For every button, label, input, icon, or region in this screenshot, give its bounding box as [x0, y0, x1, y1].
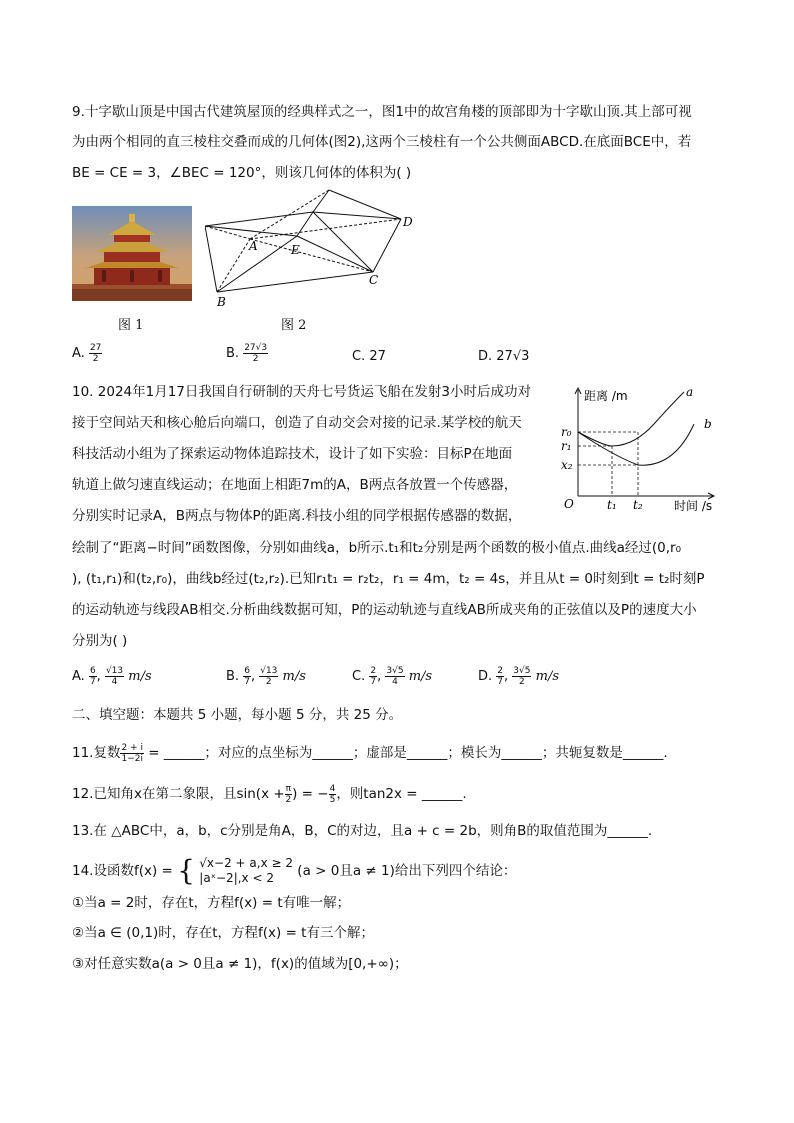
q10-option-b-frac1 — [243, 666, 251, 687]
q14-case-2: |aˣ−2|,x < 2 — [199, 871, 274, 885]
q10-option-d-f2d: 2 — [519, 677, 525, 687]
q9-option-a-label: A. — [72, 346, 85, 361]
label-A: A — [249, 239, 258, 253]
edge-peak-D — [329, 190, 401, 219]
label-C: C — [369, 273, 379, 287]
q11-rest: = ______；对应的点坐标为______；虚部是______；模长为______；共轭复数是______. — [148, 745, 668, 761]
q10-option-c-f2n: 3√5 — [386, 666, 404, 676]
figure-2-diagram — [205, 186, 420, 311]
q10-option-c-label: C. — [352, 669, 366, 684]
figure-1-caption: 图 1 — [118, 318, 144, 333]
graph-tick-x2: x₂ — [561, 458, 573, 472]
q9-option-b — [226, 343, 268, 364]
q10-option-d-f1n: 2 — [497, 666, 504, 676]
hidden-edge-BA — [217, 239, 250, 292]
q14-conclusion-3: ③对任意实数a(a > 0且a ≠ 1)，f(x)的值域为[0,+∞)； — [72, 956, 408, 972]
q10-option-d-frac1 — [496, 666, 504, 687]
q12-line — [72, 783, 467, 805]
q9-option-c: C. 27 — [352, 349, 386, 364]
q9-option-a-num: 27 — [89, 343, 102, 353]
edge-E-top — [297, 212, 313, 236]
hidden-edge-A-peak — [250, 190, 329, 239]
edge-left-top — [205, 212, 313, 226]
q10-line-2: 接于空间站天和核心舱后向端口，创造了自动交会对接的记录.某学校的航天 — [72, 415, 522, 431]
edge-left-E — [205, 226, 297, 236]
q10-option-d-f1d: 7 — [497, 677, 504, 687]
q10-option-b: B. $\frac{6}{7}$ , $\frac{√13}{2}$ m/s — [226, 666, 306, 687]
hidden-edge-AD — [250, 219, 401, 239]
q10-option-d-unit: m/s — [535, 669, 560, 684]
q11-fraction — [120, 743, 144, 764]
q10-option-d-frac2 — [512, 666, 531, 687]
q10-option-b-unit: m/s — [282, 669, 306, 684]
q9-option-a-den: 2 — [92, 354, 99, 364]
q10-option-b-f1d: 7 — [244, 677, 250, 687]
graph-curve-b-label: b — [704, 417, 712, 431]
q9-option-a-fraction — [89, 343, 102, 364]
q12-v-den: 5 — [329, 794, 336, 805]
q10-option-a-frac1 — [89, 666, 97, 687]
q12-pi-num: π — [285, 783, 292, 794]
figure-2-caption: 图 2 — [281, 318, 307, 333]
q9-option-b-fraction — [243, 343, 268, 364]
edge-BC — [217, 272, 373, 292]
q10-option-d-f2n: 3√5 — [513, 666, 531, 676]
graph-tick-r0: r₀ — [561, 425, 572, 439]
label-E: E — [291, 243, 300, 257]
q9-option-b-num: 27√3 — [244, 343, 268, 353]
q10-option-a-label: A. — [72, 669, 85, 684]
graph-tick-t1: t₁ — [607, 498, 617, 512]
q10-option-c-f1d: 7 — [370, 677, 377, 687]
q14-cases — [199, 856, 293, 886]
curve-b — [578, 424, 694, 465]
q12-prefix: 12.已知角x在第二象限，且sin(x + — [72, 786, 285, 802]
section-2-heading: 二、填空题：本题共 5 小题，每小题 5 分，共 25 分。 — [72, 707, 403, 723]
q10-option-b-f1n: 6 — [244, 666, 250, 676]
graph-ylabel: 距离 /m — [584, 389, 628, 403]
q10-option-a-unit: m/s — [128, 669, 152, 684]
q10-distance-time-graph — [554, 384, 722, 512]
q10-option-c-frac2 — [385, 666, 404, 687]
q12-pi-fraction — [285, 784, 292, 805]
q9-option-a — [72, 343, 102, 364]
graph-tick-r1: r₁ — [561, 439, 572, 453]
edge-top-peak — [313, 190, 329, 212]
edge-DC — [373, 219, 401, 272]
q12-pi-den: 2 — [285, 794, 292, 805]
q10-option-a-f1d: 7 — [89, 677, 96, 687]
q10-option-a-f2n: √13 — [105, 666, 124, 676]
q13-line: 13.在 △ABC中，a，b，c分别是角A，B，C的对边，且a + c = 2b，则角B的取值范围为______. — [72, 823, 653, 839]
q9-option-b-den: 2 — [252, 354, 259, 364]
edge-top-C — [313, 212, 373, 272]
q10-line-6: 绘制了“距离−时间”函数图像，分别如曲线a，b所示.t₁和t₂分别是两个函数的极小值点.曲线a经过(0,r₀ — [72, 540, 682, 556]
q10-option-c-f2d: 4 — [392, 677, 398, 687]
q10-option-b-f2n: √13 — [260, 666, 278, 676]
q9-line-2: 为由两个相同的直三棱柱交叠而成的几何体(图2),这两个三棱柱有一个公共侧面ABCD.在底面BCE中，若 — [72, 134, 692, 150]
graph-tick-t2: t₂ — [633, 498, 643, 512]
q10-option-b-frac2 — [259, 666, 278, 687]
figure-1-corner-tower-photo — [72, 206, 192, 301]
q10-option-a-frac2 — [105, 666, 124, 687]
q12-rest: ，则tan2x = ______. — [336, 786, 467, 802]
q10-line-1: 10. 2024年1月17日我国自行研制的天舟七号货运飞船在发射3小时后成功对 — [72, 384, 531, 400]
edge-B-left — [205, 226, 217, 292]
edge-EC — [297, 236, 373, 272]
q10-option-c: C. $\frac{2}{7}$ , $\frac{3√5}{4}$ m/s — [352, 666, 433, 687]
q10-option-d-label: D. — [478, 669, 493, 684]
q11-prefix: 11.复数 — [72, 745, 121, 761]
edge-top-D — [313, 212, 401, 219]
graph-xlabel: 时间 /s — [674, 499, 713, 512]
q10-line-7: ), (t₁,r₁)和(t₂,r₀)，曲线b经过(t₂,r₂).已知r₁t₁ = r₂t₂，r₁ = 4m，t₂ = 4s，并且从t = 0时刻到t = t₂时刻P — [72, 571, 705, 587]
q14-brace: { — [177, 854, 195, 887]
q14-line — [72, 856, 516, 886]
q10-option-b-label: B. — [226, 669, 240, 684]
q14-conclusion-2: ②当a ∈ (0,1)时，存在t，方程f(x) = t有三个解； — [72, 925, 374, 941]
q9-line-3: BE = CE = 3，∠BEC = 120°，则该几何体的体积为( ) — [72, 165, 412, 181]
q9-option-d: D. 27√3 — [478, 349, 530, 364]
graph-origin: O — [564, 497, 574, 511]
q10-option-a-f1n: 6 — [89, 666, 96, 676]
q10-option-b-f2d: 2 — [265, 677, 272, 687]
q11-num: 2 + i — [121, 742, 143, 753]
q14-conclusion-1: ①当a = 2时，存在t，方程f(x) = t有唯一解； — [72, 895, 351, 911]
q10-option-c-f1n: 2 — [370, 666, 377, 676]
q9-option-b-label: B. — [226, 346, 240, 361]
q10-line-8: 的运动轨迹与线段AB相交.分析曲线数据可知，P的运动轨迹与直线AB所成夹角的正弦值以及P的速度大小 — [72, 602, 697, 618]
label-B: B — [217, 295, 226, 309]
q10-line-9: 分别为( ) — [72, 633, 128, 649]
q12-mid: ) = − — [292, 786, 329, 802]
q10-option-a: A. $\frac{6}{7}$ , $\frac{√13}{4}$ m/s — [72, 666, 152, 687]
q14-prefix: 14.设函数f(x) = — [72, 863, 173, 879]
q9-line-1: 9.十字歇山顶是中国古代建筑屋顶的经典样式之一，图1中的故宫角楼的顶部即为十字歇山顶.其上部可视 — [72, 104, 692, 120]
graph-curve-a-label: a — [686, 385, 694, 399]
q14-suffix: (a > 0且a ≠ 1)给出下列四个结论： — [297, 863, 517, 879]
q11-den: 1−2i — [121, 753, 143, 764]
q10-line-3: 科技活动小组为了探索运动物体追踪技术，设计了如下实验：目标P在地面 — [72, 446, 513, 462]
label-D: D — [403, 215, 413, 229]
q10-option-d: D. $\frac{2}{7}$ , $\frac{3√5}{2}$ m/s — [478, 666, 560, 687]
q11-line — [72, 742, 668, 764]
q10-line-5: 分别实时记录A，B两点与物体P的距离.科技小组的同学根据传感器的数据， — [72, 508, 522, 524]
q10-option-a-f2d: 4 — [111, 677, 118, 687]
q12-v-num: 4 — [329, 783, 336, 794]
q10-line-4: 轨道上做匀速直线运动；在地面上相距7m的A，B两点各放置一个传感器， — [72, 477, 518, 493]
q14-case-1: √x−2 + a,x ≥ 2 — [199, 856, 293, 870]
q10-option-c-unit: m/s — [408, 669, 433, 684]
q10-option-c-frac1 — [369, 666, 377, 687]
